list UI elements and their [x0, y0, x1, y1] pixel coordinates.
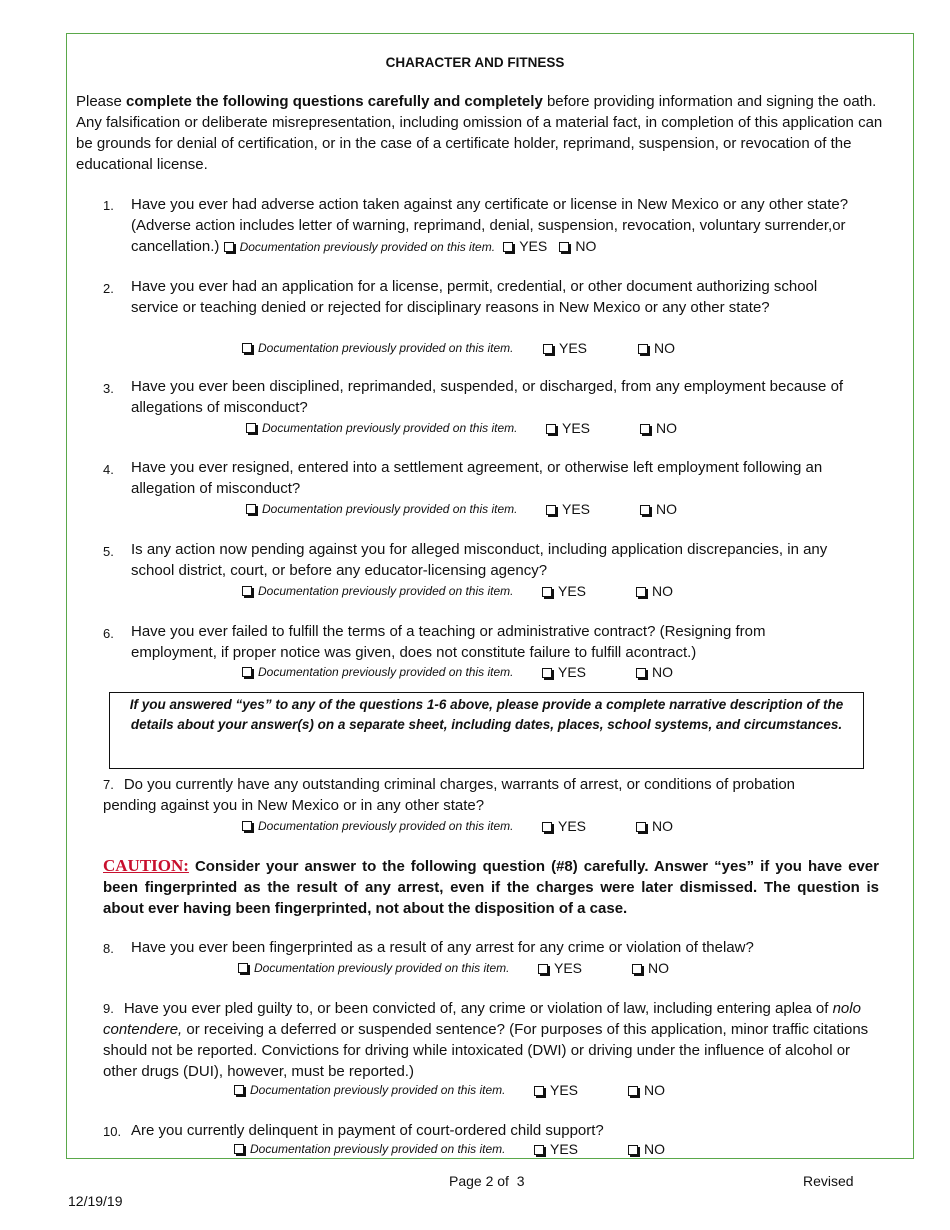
doc-checkbox[interactable]	[242, 821, 252, 831]
no-checkbox[interactable]	[632, 964, 642, 974]
q3-yes-option	[546, 420, 590, 436]
yes-checkbox[interactable]	[543, 344, 553, 354]
q8-doc-option	[238, 961, 509, 975]
question-text: Have you ever pled guilty to, or been convicted of, any crime or violation of law, including entering aplea of	[123, 1000, 833, 1017]
q5-no-option	[636, 583, 673, 599]
yes-checkbox[interactable]	[538, 964, 548, 974]
yes-checkbox[interactable]	[546, 424, 556, 434]
yes-checkbox[interactable]	[546, 505, 556, 515]
doc-label: Documentation previously provided on this item.	[239, 240, 496, 254]
yes-label: YES	[558, 583, 587, 599]
caution-label: CAUTION:	[103, 856, 189, 875]
doc-checkbox[interactable]	[238, 963, 248, 973]
no-checkbox[interactable]	[636, 822, 646, 832]
no-checkbox[interactable]	[638, 344, 648, 354]
no-label: NO	[656, 501, 677, 517]
doc-label: Documentation previously provided on this item.	[258, 584, 514, 598]
intro-text-bold: complete the following questions carefully and completely	[126, 93, 543, 110]
yes-checkbox[interactable]	[542, 587, 552, 597]
q4-no-option	[640, 501, 677, 517]
doc-label: Documentation previously provided on this item.	[258, 341, 514, 355]
q2-no-option	[638, 340, 675, 356]
notice-box: If you answered “yes” to any of the questions 1-6 above, please provide a complete narrative description of the details about your answer(s) on a separate sheet, including dates, places, school systems, and circumstances.	[109, 692, 864, 769]
question-number: 8.	[103, 941, 114, 956]
question-number: 3.	[103, 381, 114, 396]
yes-checkbox[interactable]	[534, 1145, 544, 1155]
q4-yes-option	[546, 501, 590, 517]
q6-doc-option	[242, 665, 513, 679]
doc-checkbox[interactable]	[246, 504, 256, 514]
q9-no-option	[628, 1082, 665, 1098]
no-label: NO	[648, 960, 669, 976]
q7-yes-option	[542, 818, 586, 834]
yes-label: YES	[550, 1082, 579, 1098]
doc-checkbox[interactable]	[234, 1144, 244, 1154]
intro-text-post: before providing information and signing the oath. Any falsification or deliberate misrepresentation, including omission of a material fact, in completion of this application can be grounds for denial of certification, or in the case of a certificate holder, reprimand, suspension, or revocation of the educational license.	[76, 93, 883, 173]
q5-doc-option	[242, 584, 513, 598]
doc-checkbox[interactable]	[246, 423, 256, 433]
intro-text-pre: Please	[76, 93, 127, 110]
question-4: Have you ever resigned, entered into a settlement agreement, or otherwise left employment following an allegation of misconduct?	[131, 459, 823, 497]
caution-text: Consider your answer to the following question (#8) carefully. Answer “yes” if you have ever been fingerprinted as the result of any arrest, even if the charges were later dismissed. The question is about ever having been fingerprinted, not about the disposition of a case.	[103, 858, 879, 917]
doc-checkbox[interactable]	[224, 242, 234, 252]
q2-yes-option	[543, 340, 587, 356]
no-label: NO	[656, 420, 677, 436]
no-label: NO	[652, 664, 673, 680]
question-6: Have you ever failed to fulfill the terms of a teaching or administrative contract? (Resigning from employment, if proper notice was given, does not constitute failure to fulfill acontract.)	[131, 623, 766, 661]
question-number: 7.	[103, 777, 114, 792]
no-checkbox[interactable]	[636, 668, 646, 678]
q10-no-option	[628, 1141, 665, 1157]
no-label: NO	[575, 238, 597, 254]
yes-checkbox[interactable]	[542, 822, 552, 832]
question-text-italic: nolo contendere,	[103, 1000, 861, 1038]
question-number: 10.	[103, 1124, 122, 1139]
no-label: NO	[652, 583, 673, 599]
revision-date: 12/19/19	[68, 1193, 123, 1209]
yes-checkbox[interactable]	[542, 668, 552, 678]
page-title: CHARACTER AND FITNESS	[385, 55, 565, 70]
question-text: Have you ever had adverse action taken against any certificate or license in New Mexico or any other state? (Adverse action includes letter of warning, reprimand, denial, suspension, revocation, voluntary surrender,or cancellation.)	[131, 196, 849, 255]
no-label: NO	[654, 340, 675, 356]
yes-label: YES	[559, 340, 588, 356]
q7-doc-option	[242, 819, 513, 833]
question-7	[103, 774, 803, 816]
no-checkbox[interactable]	[628, 1145, 638, 1155]
question-2: Have you ever had an application for a license, permit, credential, or other document authorizing school service or teaching denied or rejected for disciplinary reasons in New Mexico or any other state?	[131, 278, 818, 316]
question-text: Do you currently have any outstanding criminal charges, warrants of arrest, or conditions of probation pending against you in New Mexico or in any other state?	[103, 776, 796, 814]
no-label: NO	[644, 1141, 665, 1157]
intro-paragraph	[76, 91, 896, 175]
doc-label: Documentation previously provided on this item.	[258, 665, 514, 679]
yes-label: YES	[562, 420, 591, 436]
q7-no-option	[636, 818, 673, 834]
doc-checkbox[interactable]	[242, 586, 252, 596]
doc-label: Documentation previously provided on this item.	[262, 502, 518, 516]
doc-label: Documentation previously provided on this item.	[262, 421, 518, 435]
no-label: NO	[652, 818, 673, 834]
yes-label: YES	[519, 238, 548, 254]
question-10: Are you currently delinquent in payment of court-ordered child support?	[131, 1122, 604, 1139]
q9-yes-option	[534, 1082, 578, 1098]
question-8: Have you ever been fingerprinted as a result of any arrest for any crime or violation of thelaw?	[131, 939, 754, 956]
q5-yes-option	[542, 583, 586, 599]
q10-yes-option	[534, 1141, 578, 1157]
q9-doc-option	[234, 1083, 505, 1097]
q2-doc-option	[242, 341, 513, 355]
q8-no-option	[632, 960, 669, 976]
yes-checkbox[interactable]	[534, 1086, 544, 1096]
q6-no-option	[636, 664, 673, 680]
q10-doc-option	[234, 1142, 505, 1156]
question-number: 5.	[103, 544, 114, 559]
no-label: NO	[644, 1082, 665, 1098]
doc-checkbox[interactable]	[242, 667, 252, 677]
question-number: 9.	[103, 1001, 114, 1016]
yes-checkbox[interactable]	[503, 242, 513, 252]
question-text: or receiving a deferred or suspended sentence? (For purposes of this application, minor traffic citations should not be reported. Convictions for driving while intoxicated (DWI) or driving under the influence of alcohol or other drugs (DUI), however, must be reported.)	[103, 1021, 869, 1080]
no-checkbox[interactable]	[640, 424, 650, 434]
doc-checkbox[interactable]	[234, 1085, 244, 1095]
yes-label: YES	[562, 501, 591, 517]
question-5: Is any action now pending against you for alleged misconduct, including application discrepancies, in any school district, court, or before any educator-licensing agency?	[131, 541, 828, 579]
q6-yes-option	[542, 664, 586, 680]
doc-label: Documentation previously provided on this item.	[250, 1083, 506, 1097]
question-9	[103, 998, 873, 1082]
q3-doc-option	[246, 421, 517, 435]
question-number: 4.	[103, 462, 114, 477]
caution-paragraph	[103, 855, 879, 919]
yes-label: YES	[550, 1141, 579, 1157]
yes-label: YES	[558, 664, 587, 680]
doc-label: Documentation previously provided on this item.	[254, 961, 510, 975]
q3-no-option	[640, 420, 677, 436]
no-checkbox[interactable]	[636, 587, 646, 597]
page-number: Page 2 of 3	[449, 1173, 525, 1189]
no-checkbox[interactable]	[559, 242, 569, 252]
yes-label: YES	[558, 818, 587, 834]
no-checkbox[interactable]	[640, 505, 650, 515]
question-number: 6.	[103, 626, 114, 641]
revised-label: Revised	[803, 1173, 854, 1189]
doc-label: Documentation previously provided on this item.	[258, 819, 514, 833]
yes-label: YES	[554, 960, 583, 976]
question-number: 2.	[103, 281, 114, 296]
question-3: Have you ever been disciplined, reprimanded, suspended, or discharged, from any employment because of allegations of misconduct?	[131, 378, 844, 416]
doc-label: Documentation previously provided on this item.	[250, 1142, 506, 1156]
q8-yes-option	[538, 960, 582, 976]
q4-doc-option	[246, 502, 517, 516]
no-checkbox[interactable]	[628, 1086, 638, 1096]
doc-checkbox[interactable]	[242, 343, 252, 353]
question-number: 1.	[103, 198, 114, 213]
question-1	[131, 194, 861, 258]
